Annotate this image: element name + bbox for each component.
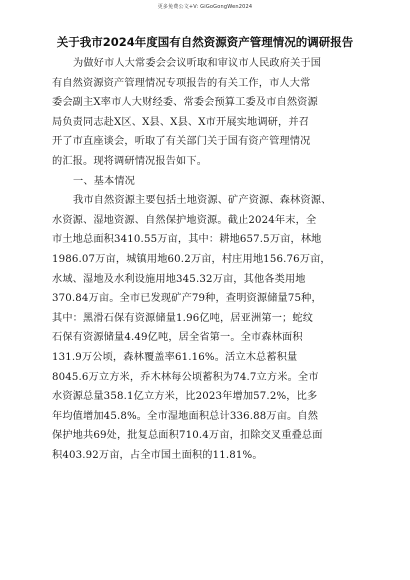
paragraph-line: 其中：黑滑石保有资源储量1.96亿吨，居亚洲第一；蛇纹: [52, 312, 314, 324]
paragraph-line: 积403.92万亩，占全市国土面积的11.81%。: [52, 449, 263, 461]
paragraph-line: 保护地共69处，批复总面积710.4万亩，扣除交叉重叠总面: [52, 430, 323, 442]
header-note: 更多免费公文+V: GiGoGongWen2024: [157, 4, 253, 10]
paragraph-line: 为做好市人大常委会会议听取和审议市人民政府关于国: [73, 58, 322, 69]
paragraph-line: 8045.6万立方米，乔木林每公顷蓄积为74.7立方米。全市: [52, 371, 319, 383]
paragraph-line: 水域、湿地及水利设施用地345.32万亩，其他各类用地: [52, 273, 306, 285]
paragraph-line: 委会副主X率市人大财经委、常委会预算工委及市自然资源: [52, 97, 318, 109]
document-title: 关于我市2024年度国有自然资源资产管理情况的调研报告: [56, 35, 354, 49]
paragraph-line: 年均值增加45.8%。全市湿地面积总计336.88万亩。自然: [52, 410, 319, 422]
paragraph-line: 我市自然资源主要包括土地资源、矿产资源、森林资源、: [73, 195, 332, 207]
document-body: [52, 54, 370, 465]
paragraph-line: 370.84万亩。全市已发现矿产79种，查明资源储量75种，: [52, 293, 322, 305]
paragraph-line: 131.9万公顷，森林覆盖率61.16%。活立木总蓄积量: [52, 351, 298, 363]
paragraph-line: 的汇报。现将调研情况报告如下。: [52, 155, 208, 167]
paragraph-line: 局负责同志赴X区、X县、X县、X市开展实地调研，并召: [52, 116, 310, 128]
paragraph-line: 石保有资源储量4.49亿吨，居全省第一。全市森林面积: [52, 332, 303, 344]
section-heading: 一、基本情况: [73, 175, 136, 187]
paragraph-line: 水资源总量358.1亿立方米，比2023年增加57.2%，比多: [52, 391, 318, 403]
paragraph-line: 市土地总面积3410.55万亩，其中：耕地657.5万亩，林地: [52, 234, 322, 246]
paragraph-line: 有自然资源资产管理情况专项报告的有关工作，市人大常: [52, 77, 311, 89]
paragraph-line: 1986.07万亩，城镇用地60.2万亩，村庄用地156.76万亩，: [52, 253, 331, 265]
paragraph-line: 水资源、湿地资源、自然保护地资源。截止2024年末，全: [52, 214, 317, 226]
paragraph-line: 开了市直座谈会，听取了有关部门关于国有资产管理情况: [52, 136, 311, 148]
